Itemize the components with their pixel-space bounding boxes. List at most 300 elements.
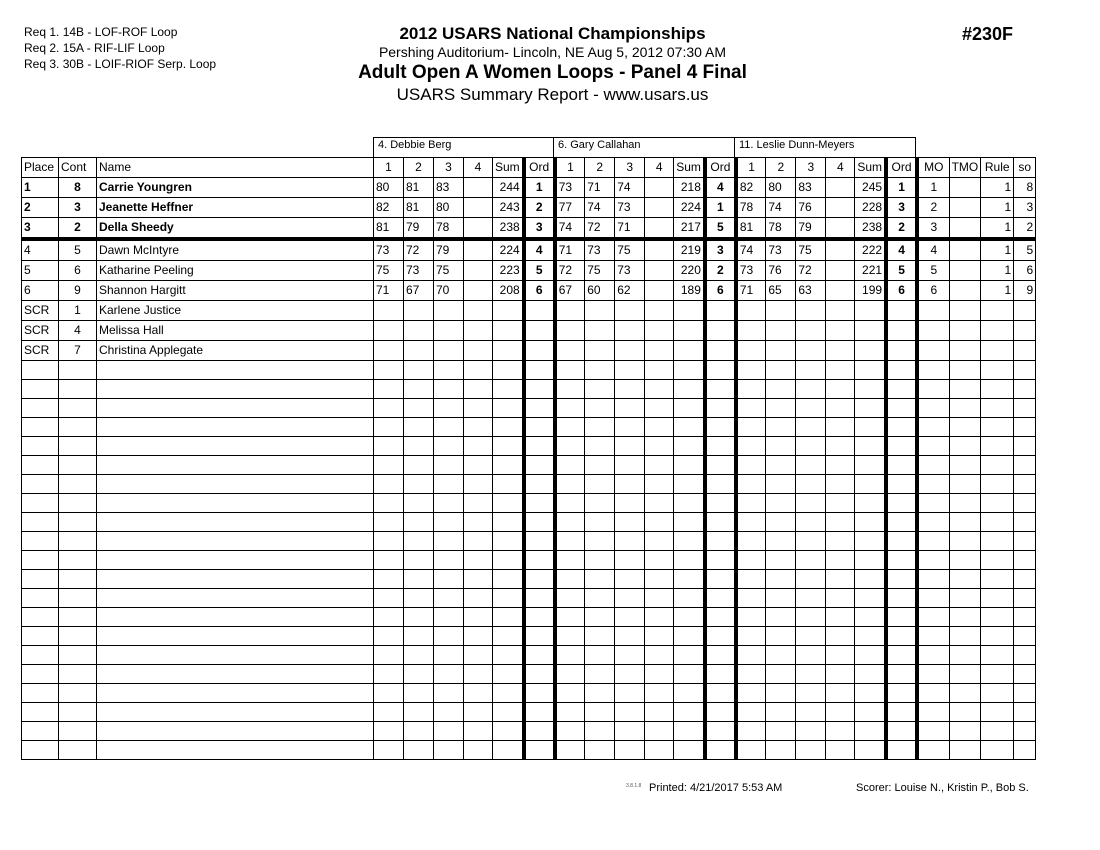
ordinal-cell <box>524 570 555 589</box>
cont-cell <box>59 513 97 532</box>
rule-cell <box>981 741 1014 760</box>
score-cell <box>645 456 674 475</box>
score-cell <box>645 321 674 341</box>
score-cell <box>736 684 766 703</box>
tmo-cell <box>949 741 981 760</box>
sum-cell <box>855 665 886 684</box>
table-row <box>22 684 1036 703</box>
score-cell <box>555 589 585 608</box>
score-cell <box>766 321 796 341</box>
sum-cell <box>674 418 705 437</box>
so-cell: 3 <box>1014 198 1036 218</box>
tmo-cell <box>949 399 981 418</box>
cont-cell <box>59 494 97 513</box>
so-cell <box>1014 646 1036 665</box>
so-cell <box>1014 551 1036 570</box>
table-row <box>22 321 1036 341</box>
mo-cell <box>917 301 949 321</box>
sum-cell <box>855 380 886 399</box>
score-cell <box>404 703 434 722</box>
score-cell <box>464 239 493 261</box>
score-cell <box>796 341 826 361</box>
sum-cell <box>674 703 705 722</box>
so-cell <box>1014 532 1036 551</box>
score-cell <box>404 551 434 570</box>
score-cell <box>585 741 615 760</box>
place-cell <box>22 570 59 589</box>
mo-cell <box>917 741 949 760</box>
score-cell <box>434 494 464 513</box>
sum-cell <box>493 321 524 341</box>
so-cell: 8 <box>1014 178 1036 198</box>
score-cell <box>645 178 674 198</box>
score-cell: 79 <box>434 239 464 261</box>
score-cell: 71 <box>374 281 404 301</box>
score-cell <box>374 380 404 399</box>
score-cell <box>404 437 434 456</box>
score-cell <box>645 589 674 608</box>
score-cell: 71 <box>555 239 585 261</box>
cont-cell: 6 <box>59 261 97 281</box>
cont-cell <box>59 456 97 475</box>
score-cell <box>826 608 855 627</box>
score-cell <box>585 475 615 494</box>
place-cell <box>22 741 59 760</box>
place-cell: SCR <box>22 341 59 361</box>
sum-cell <box>493 608 524 627</box>
results-table <box>21 157 1036 760</box>
mo-cell <box>917 646 949 665</box>
skater-name <box>97 456 374 475</box>
table-row <box>22 532 1036 551</box>
score-cell: 74 <box>555 218 585 240</box>
so-cell <box>1014 418 1036 437</box>
ordinal-cell <box>524 475 555 494</box>
sum-cell <box>493 475 524 494</box>
table-row <box>22 380 1036 399</box>
score-cell: 73 <box>615 198 645 218</box>
place-cell <box>22 494 59 513</box>
place-cell: 1 <box>22 178 59 198</box>
score-cell <box>615 665 645 684</box>
sum-cell <box>674 321 705 341</box>
score-cell <box>585 321 615 341</box>
skater-name: Jeanette Heffner <box>97 198 374 218</box>
score-cell <box>464 301 493 321</box>
header-judge1-j1: 1 <box>374 158 404 178</box>
score-cell <box>404 418 434 437</box>
sum-cell <box>855 608 886 627</box>
venue-line: Pershing Auditorium- Lincoln, NE Aug 5, 2012 07:30 AM <box>378 44 727 60</box>
score-cell <box>404 513 434 532</box>
sum-cell <box>855 494 886 513</box>
score-cell <box>826 532 855 551</box>
sum-cell <box>493 646 524 665</box>
ordinal-cell <box>705 722 736 741</box>
header-cont: Cont <box>59 158 97 178</box>
score-cell <box>796 475 826 494</box>
sum-cell <box>493 494 524 513</box>
cont-cell <box>59 475 97 494</box>
score-cell <box>404 301 434 321</box>
header-judge1-j3: 3 <box>434 158 464 178</box>
score-cell <box>796 722 826 741</box>
score-cell <box>826 178 855 198</box>
score-cell <box>826 646 855 665</box>
score-cell <box>464 418 493 437</box>
score-cell: 71 <box>736 281 766 301</box>
sum-cell: 224 <box>674 198 705 218</box>
rule-cell <box>981 608 1014 627</box>
cont-cell <box>59 532 97 551</box>
sum-cell <box>493 380 524 399</box>
ordinal-cell <box>886 513 917 532</box>
score-cell <box>615 301 645 321</box>
score-cell <box>826 741 855 760</box>
score-cell: 73 <box>736 261 766 281</box>
sum-cell: 208 <box>493 281 524 301</box>
score-cell <box>374 341 404 361</box>
score-cell <box>404 456 434 475</box>
cont-cell <box>59 418 97 437</box>
score-cell <box>585 532 615 551</box>
score-cell: 78 <box>766 218 796 240</box>
mo-cell <box>917 380 949 399</box>
ordinal-cell: 2 <box>705 261 736 281</box>
score-cell <box>826 281 855 301</box>
score-cell <box>404 321 434 341</box>
ordinal-cell <box>524 551 555 570</box>
table-row <box>22 494 1036 513</box>
score-cell: 80 <box>434 198 464 218</box>
score-cell <box>585 341 615 361</box>
ordinal-cell <box>524 361 555 380</box>
score-cell <box>464 218 493 240</box>
ordinal-cell <box>524 418 555 437</box>
score-cell <box>374 418 404 437</box>
score-cell <box>434 341 464 361</box>
score-cell <box>736 494 766 513</box>
skater-name: Katharine Peeling <box>97 261 374 281</box>
score-cell: 67 <box>555 281 585 301</box>
cont-cell <box>59 684 97 703</box>
table-row <box>22 703 1036 722</box>
sum-cell <box>855 301 886 321</box>
table-row <box>22 281 1036 301</box>
cont-cell <box>59 703 97 722</box>
so-cell <box>1014 399 1036 418</box>
tmo-cell <box>949 437 981 456</box>
mo-cell: 1 <box>917 178 949 198</box>
score-cell <box>585 418 615 437</box>
tmo-cell <box>949 665 981 684</box>
score-cell: 73 <box>374 239 404 261</box>
so-cell <box>1014 456 1036 475</box>
rule-cell: 1 <box>981 218 1014 240</box>
score-cell <box>464 646 493 665</box>
header-judge3-j3: 3 <box>796 158 826 178</box>
sum-cell <box>674 399 705 418</box>
score-cell <box>434 418 464 437</box>
score-cell <box>434 399 464 418</box>
score-cell <box>374 608 404 627</box>
score-cell <box>555 722 585 741</box>
ordinal-cell: 3 <box>886 198 917 218</box>
score-cell <box>464 281 493 301</box>
score-cell <box>736 341 766 361</box>
mo-cell <box>917 475 949 494</box>
so-cell <box>1014 301 1036 321</box>
score-cell <box>464 321 493 341</box>
sum-cell <box>493 418 524 437</box>
score-cell <box>736 532 766 551</box>
cont-cell <box>59 380 97 399</box>
score-cell: 81 <box>404 178 434 198</box>
ordinal-cell <box>705 437 736 456</box>
score-cell <box>736 399 766 418</box>
place-cell: 2 <box>22 198 59 218</box>
cont-cell <box>59 361 97 380</box>
score-cell <box>464 494 493 513</box>
rule-cell <box>981 627 1014 646</box>
score-cell <box>374 532 404 551</box>
so-cell <box>1014 475 1036 494</box>
score-cell <box>826 301 855 321</box>
ordinal-cell <box>705 301 736 321</box>
ordinal-cell <box>524 301 555 321</box>
ordinal-cell <box>524 399 555 418</box>
score-cell <box>464 380 493 399</box>
place-cell: 3 <box>22 218 59 240</box>
tmo-cell <box>949 321 981 341</box>
cont-cell <box>59 437 97 456</box>
score-cell <box>464 741 493 760</box>
header-judge1-sum: Sum <box>493 158 524 178</box>
score-cell <box>374 475 404 494</box>
ordinal-cell <box>524 321 555 341</box>
score-cell <box>615 741 645 760</box>
score-cell <box>464 722 493 741</box>
rule-cell <box>981 437 1014 456</box>
sum-cell: 217 <box>674 218 705 240</box>
score-cell <box>826 261 855 281</box>
ordinal-cell <box>886 475 917 494</box>
skater-name: Karlene Justice <box>97 301 374 321</box>
ordinal-cell <box>886 456 917 475</box>
ordinal-cell <box>886 301 917 321</box>
ordinal-cell <box>886 589 917 608</box>
score-cell <box>374 741 404 760</box>
mo-cell <box>917 361 949 380</box>
score-cell <box>766 665 796 684</box>
table-row <box>22 665 1036 684</box>
score-cell: 81 <box>374 218 404 240</box>
score-cell <box>826 239 855 261</box>
score-cell <box>615 703 645 722</box>
score-cell <box>826 665 855 684</box>
score-cell: 83 <box>796 178 826 198</box>
skater-name <box>97 570 374 589</box>
so-cell <box>1014 703 1036 722</box>
ordinal-cell <box>705 684 736 703</box>
printed-timestamp: Printed: 4/21/2017 5:53 AM <box>649 782 783 794</box>
ordinal-cell <box>886 321 917 341</box>
sum-cell <box>855 456 886 475</box>
score-cell <box>766 456 796 475</box>
score-cell <box>766 589 796 608</box>
score-cell <box>555 399 585 418</box>
ordinal-cell <box>886 608 917 627</box>
score-cell: 63 <box>796 281 826 301</box>
ordinal-cell: 6 <box>705 281 736 301</box>
cont-cell: 5 <box>59 239 97 261</box>
score-cell <box>766 437 796 456</box>
score-cell: 72 <box>555 261 585 281</box>
so-cell <box>1014 513 1036 532</box>
sum-cell: 222 <box>855 239 886 261</box>
score-cell <box>826 627 855 646</box>
score-cell: 74 <box>585 198 615 218</box>
rule-cell <box>981 646 1014 665</box>
score-cell <box>736 608 766 627</box>
tmo-cell <box>949 198 981 218</box>
score-cell <box>555 684 585 703</box>
score-cell: 75 <box>615 239 645 261</box>
score-cell <box>736 437 766 456</box>
skater-name <box>97 627 374 646</box>
header-mo: MO <box>917 158 949 178</box>
score-cell <box>464 513 493 532</box>
score-cell <box>796 301 826 321</box>
score-cell <box>464 341 493 361</box>
so-cell: 2 <box>1014 218 1036 240</box>
score-cell <box>585 494 615 513</box>
score-cell <box>736 513 766 532</box>
skater-name <box>97 437 374 456</box>
score-cell <box>736 570 766 589</box>
score-cell <box>585 627 615 646</box>
ordinal-cell: 4 <box>705 178 736 198</box>
score-cell <box>766 418 796 437</box>
mo-cell: 6 <box>917 281 949 301</box>
ordinal-cell <box>886 684 917 703</box>
rule-cell <box>981 494 1014 513</box>
cont-cell <box>59 646 97 665</box>
score-cell <box>374 665 404 684</box>
mo-cell <box>917 627 949 646</box>
score-cell <box>555 551 585 570</box>
ordinal-cell <box>705 399 736 418</box>
score-cell <box>796 570 826 589</box>
score-cell <box>374 703 404 722</box>
score-cell <box>464 475 493 494</box>
score-cell <box>464 532 493 551</box>
score-cell <box>404 399 434 418</box>
sum-cell <box>855 475 886 494</box>
score-cell <box>464 703 493 722</box>
score-cell <box>796 399 826 418</box>
tmo-cell <box>949 261 981 281</box>
place-cell <box>22 380 59 399</box>
score-cell <box>736 456 766 475</box>
score-cell <box>736 722 766 741</box>
cont-cell <box>59 399 97 418</box>
ordinal-cell <box>524 722 555 741</box>
header-judge3-j1: 1 <box>736 158 766 178</box>
table-row <box>22 437 1036 456</box>
ordinal-cell <box>524 741 555 760</box>
mo-cell <box>917 341 949 361</box>
score-cell <box>766 551 796 570</box>
rule-cell <box>981 399 1014 418</box>
score-cell <box>826 218 855 240</box>
score-cell <box>434 703 464 722</box>
table-row <box>22 741 1036 760</box>
score-cell <box>585 361 615 380</box>
score-cell <box>615 627 645 646</box>
ordinal-cell <box>886 437 917 456</box>
score-cell <box>585 437 615 456</box>
sum-cell <box>493 456 524 475</box>
cont-cell <box>59 722 97 741</box>
sum-cell <box>674 532 705 551</box>
table-row <box>22 722 1036 741</box>
table-row <box>22 218 1036 240</box>
score-cell <box>736 551 766 570</box>
score-cell: 76 <box>796 198 826 218</box>
score-cell <box>796 551 826 570</box>
table-row <box>22 341 1036 361</box>
score-cell <box>736 589 766 608</box>
rule-cell <box>981 301 1014 321</box>
rule-cell <box>981 570 1014 589</box>
ordinal-cell <box>705 341 736 361</box>
ordinal-cell <box>524 380 555 399</box>
score-cell <box>374 589 404 608</box>
mo-cell <box>917 437 949 456</box>
score-cell: 74 <box>766 198 796 218</box>
skater-name <box>97 494 374 513</box>
cont-cell <box>59 627 97 646</box>
score-cell: 77 <box>555 198 585 218</box>
sum-cell <box>855 437 886 456</box>
rule-cell <box>981 361 1014 380</box>
place-cell <box>22 627 59 646</box>
tmo-cell <box>949 341 981 361</box>
sum-cell <box>674 456 705 475</box>
sum-cell <box>674 741 705 760</box>
score-cell: 71 <box>585 178 615 198</box>
score-cell <box>404 494 434 513</box>
sum-cell <box>493 684 524 703</box>
score-cell <box>555 494 585 513</box>
score-cell <box>615 513 645 532</box>
score-cell: 73 <box>766 239 796 261</box>
score-cell <box>585 513 615 532</box>
score-cell <box>615 418 645 437</box>
score-cell <box>645 341 674 361</box>
ordinal-cell: 1 <box>705 198 736 218</box>
score-cell <box>796 589 826 608</box>
ordinal-cell <box>886 361 917 380</box>
ordinal-cell: 6 <box>524 281 555 301</box>
place-cell: SCR <box>22 321 59 341</box>
so-cell <box>1014 494 1036 513</box>
score-cell <box>464 551 493 570</box>
mo-cell <box>917 551 949 570</box>
score-cell <box>796 437 826 456</box>
score-cell <box>585 551 615 570</box>
